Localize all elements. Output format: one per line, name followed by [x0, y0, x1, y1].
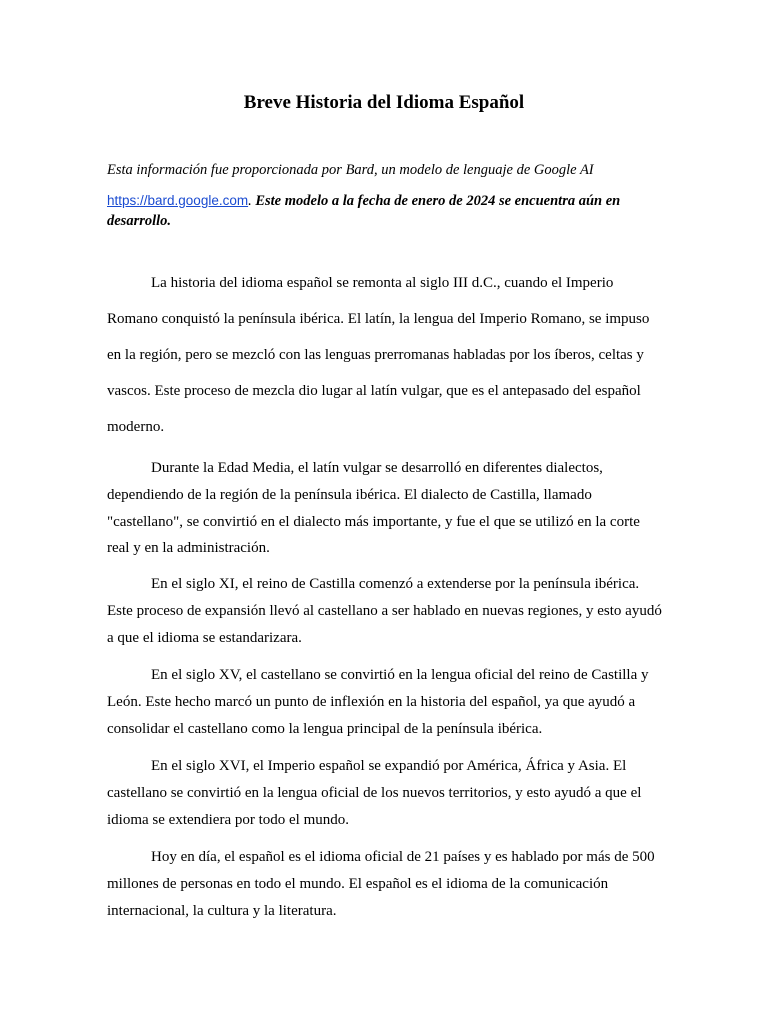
- document-title: Breve Historia del Idioma Español: [243, 92, 525, 113]
- paragraph-today: Hoy en día, el español es el idioma oficial de 21 países y es hablado por más de 500 millones de personas en todo el mundo. El español es el idioma de la comunicación internacional, la cultura y la literatura.: [107, 849, 655, 919]
- paragraph-xi-century: En el siglo XI, el reino de Castilla comenzó a extenderse por la península ibérica. Este proceso de expansión llevó al castellano a ser hablado en nuevas regiones, y esto ayudó a que el idioma se estandarizara.: [107, 576, 662, 646]
- development-note: Este modelo a la fecha de enero de 2024 se encuentra aún en desarrollo.: [107, 193, 621, 229]
- link-separator: .: [248, 193, 252, 209]
- paragraph-middle-ages: Durante la Edad Media, el latín vulgar se desarrolló en diferentes dialectos, dependiendo de la región de la península ibérica. El dialecto de Castilla, llamado "castellano", se convirtió en el dialecto más importante, y fue el que se utilizó en la corte real y en la administración.: [107, 460, 640, 557]
- attribution-line: Esta información fue proporcionada por Bard, un modelo de lenguaje de Google AI: [107, 162, 594, 178]
- attribution-note: [107, 191, 667, 231]
- paragraph-xv-century: En el siglo XV, el castellano se convirtió en la lengua oficial del reino de Castilla y León. Este hecho marcó un punto de inflexión en la historia del español, ya que ayudó a consolidar el castellano como la lengua principal de la península ibérica.: [107, 667, 649, 737]
- paragraph-xvi-century: En el siglo XVI, el Imperio español se expandió por América, África y Asia. El castellano se convirtió en la lengua oficial de los nuevos territorios, y esto ayudó a que el idioma se extendiera por todo el mundo.: [107, 758, 642, 828]
- paragraph-origins: La historia del idioma español se remonta al siglo III d.C., cuando el Imperio Romano conquistó la península ibérica. El latín, la lengua del Imperio Romano, se impuso en la región, pero se mezcló con las lenguas prerromanas habladas por los íberos, celtas y vascos. Este proceso de mezcla dio lugar al latín vulgar, que es el antepasado del español moderno.: [107, 275, 650, 435]
- bard-link[interactable]: https://bard.google.com: [107, 193, 249, 208]
